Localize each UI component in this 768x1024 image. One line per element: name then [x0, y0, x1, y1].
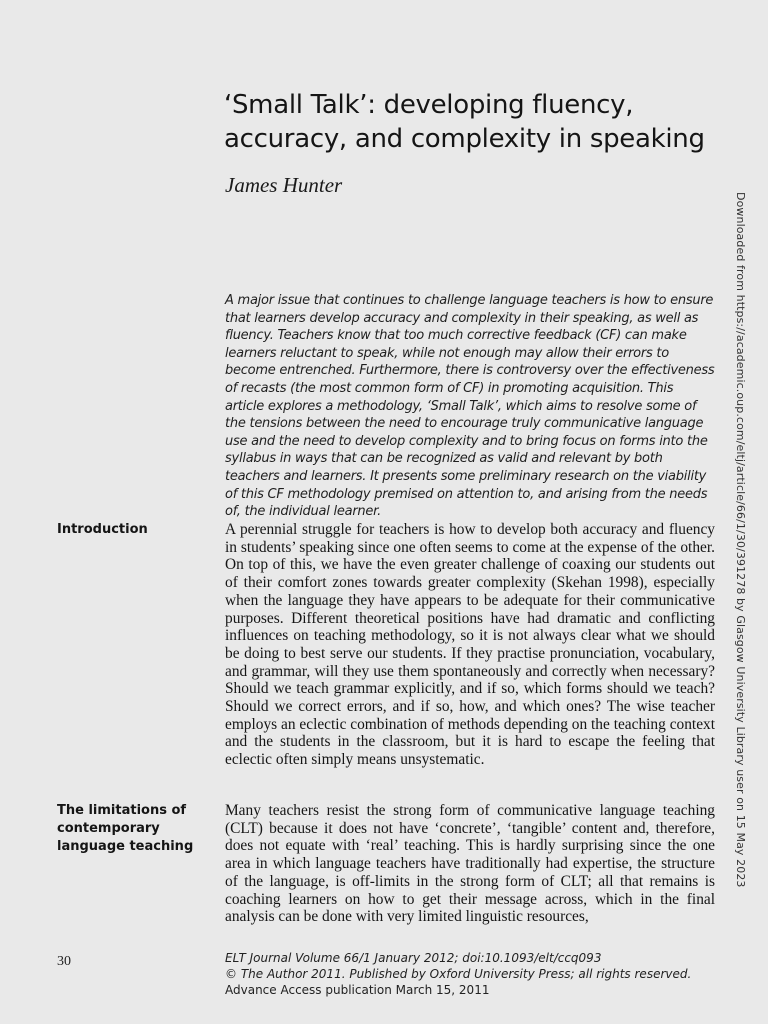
section-heading-introduction: Introduction [57, 522, 148, 537]
copyright-notice: © The Author 2011. Published by Oxford University Press; all rights reserved. [225, 967, 692, 981]
section-body-limitations: Many teachers resist the strong form of communicative language teaching (CLT) because it does not have ‘concrete’, ‘tangible’ content and, therefore, does not equate with ‘real’ teaching. This is hardly surprising since the one area in which language teachers have traditionally had expertise, the structure of the language, is off-limits in the strong form of CLT; all that remains is coaching learners on how to get their message across, which in the final analysis can be done with very limited linguistic resources, [225, 802, 715, 926]
article-title: ‘Small Talk’: developing fluency, accuracy, and complexity in speaking [224, 90, 705, 154]
article-author: James Hunter [225, 173, 343, 197]
section-body-introduction: A perennial struggle for teachers is how to develop both accuracy and fluency in students’ speaking since one often seems to come at the expense of the other. On top of this, we have the even greater challenge of coaxing our students out of their comfort zones towards greater complexity (Skehan 1998), especially when the language they have appears to be adequate for their communicative purposes. Different theoretical positions have had dramatic and conflicting influences on teaching methodology, so it is not always clear what we should be doing to best serve our students. If they practise pronunciation, vocabulary, and grammar, will they use them spontaneously and correctly when necessary? Should we teach grammar explicitly, and if so, which forms should we teach? Should we correct errors, and if so, how, and which ones? The wise teacher employs an eclectic combination of methods depending on the teaching context and the students in the classroom, but it is hard to escape the feeling that eclectic often simply means unsystematic. [225, 521, 715, 769]
article-abstract: A major issue that continues to challenge language teachers is how to ensure that learners develop accuracy and complexity in their speaking, as well as fluency. Teachers know that too much corrective feedback (CF) can make learners reluctant to speak, while not enough may allow their errors to become entrenched. Furthermore, there is controversy over the effectiveness of recasts (the most common form of CF) in promoting acquisition. This article explores a methodology, ‘Small Talk’, which aims to resolve some of the tensions between the need to encourage truly communicative language use and the need to develop complexity and to bring focus on forms into the syllabus in ways that can be recognized as valid and relevant by both teachers and learners. It presents some preliminary research on the viability of this CF methodology premised on attention to, and arising from the needs of, the individual learner. [225, 293, 715, 520]
download-watermark: Downloaded from https://academic.oup.com/eltj/article/66/1/30/391278 by Glasgow University Library user on 15 May 2023 [734, 192, 747, 888]
advance-access-note: Advance Access publication March 15, 2011 [225, 983, 490, 997]
journal-citation: ELT Journal Volume 66/1 January 2012; doi:10.1093/elt/ccq093 [225, 951, 602, 965]
page-number: 30 [57, 954, 71, 969]
section-heading-limitations: The limitations of contemporary language teaching [57, 803, 194, 854]
publication-footer [225, 950, 725, 998]
